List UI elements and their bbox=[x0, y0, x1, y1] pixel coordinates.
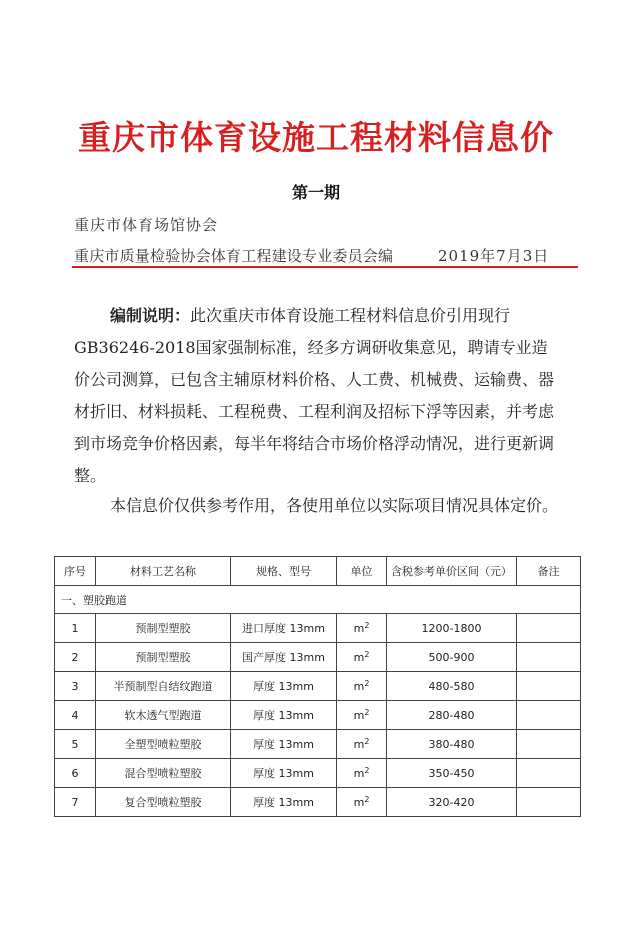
disclaimer-paragraph bbox=[74, 490, 560, 522]
table-row bbox=[55, 759, 581, 788]
price-range: 480-580 bbox=[387, 672, 517, 701]
unit-base: m bbox=[353, 622, 365, 635]
category-label: 一、塑胶跑道 bbox=[55, 586, 581, 614]
unit-base: m bbox=[353, 738, 365, 751]
price-range: 320-420 bbox=[387, 788, 517, 817]
organization-1: 重庆市体育场馆协会 bbox=[74, 216, 219, 234]
remark bbox=[517, 614, 581, 643]
remark bbox=[517, 701, 581, 730]
unit-exponent: 2 bbox=[364, 621, 370, 630]
unit bbox=[337, 614, 387, 643]
spec: 国产厚度 13mm bbox=[231, 643, 337, 672]
unit bbox=[337, 730, 387, 759]
material-name: 混合型喷粒塑胶 bbox=[96, 759, 231, 788]
unit-exponent: 2 bbox=[364, 795, 370, 804]
row-number: 6 bbox=[55, 759, 96, 788]
unit-exponent: 2 bbox=[364, 766, 370, 775]
unit bbox=[337, 759, 387, 788]
row-number: 1 bbox=[55, 614, 96, 643]
unit-exponent: 2 bbox=[364, 650, 370, 659]
row-number: 7 bbox=[55, 788, 96, 817]
remark bbox=[517, 672, 581, 701]
document-title: 重庆市体育设施工程材料信息价 bbox=[78, 118, 554, 157]
header-name: 材料工艺名称 bbox=[96, 557, 231, 586]
material-name: 半预制型自结纹跑道 bbox=[96, 672, 231, 701]
price-range: 380-480 bbox=[387, 730, 517, 759]
table-header-row bbox=[55, 557, 581, 586]
unit bbox=[337, 701, 387, 730]
price-range: 500-900 bbox=[387, 643, 517, 672]
category-row bbox=[55, 586, 581, 614]
unit-exponent: 2 bbox=[364, 679, 370, 688]
red-divider-line bbox=[72, 266, 578, 268]
unit-base: m bbox=[353, 680, 365, 693]
row-number: 3 bbox=[55, 672, 96, 701]
unit-base: m bbox=[353, 796, 365, 809]
material-name: 软木透气型跑道 bbox=[96, 701, 231, 730]
unit bbox=[337, 788, 387, 817]
unit bbox=[337, 643, 387, 672]
issue-number: 第一期 bbox=[291, 183, 340, 202]
remark bbox=[517, 643, 581, 672]
table-row bbox=[55, 614, 581, 643]
notes-lead: 编制说明： bbox=[110, 306, 191, 325]
remark bbox=[517, 759, 581, 788]
publish-date: 2019年7月3日 bbox=[438, 247, 550, 265]
header-price: 含税参考单价区间（元） bbox=[387, 557, 517, 586]
header-remark: 备注 bbox=[517, 557, 581, 586]
unit-base: m bbox=[353, 709, 365, 722]
table-row bbox=[55, 701, 581, 730]
unit bbox=[337, 672, 387, 701]
header-no: 序号 bbox=[55, 557, 96, 586]
spec: 进口厚度 13mm bbox=[231, 614, 337, 643]
row-number: 5 bbox=[55, 730, 96, 759]
header-unit: 单位 bbox=[337, 557, 387, 586]
unit-base: m bbox=[353, 767, 365, 780]
compilation-notes bbox=[74, 300, 560, 492]
price-range: 280-480 bbox=[387, 701, 517, 730]
price-range: 350-450 bbox=[387, 759, 517, 788]
material-name: 全塑型喷粒塑胶 bbox=[96, 730, 231, 759]
table-row bbox=[55, 643, 581, 672]
spec: 厚度 13mm bbox=[231, 701, 337, 730]
disclaimer-text: 本信息价仅供参考作用，各使用单位以实际项目情况具体定价。 bbox=[110, 496, 559, 515]
price-range: 1200-1800 bbox=[387, 614, 517, 643]
spec: 厚度 13mm bbox=[231, 788, 337, 817]
header-spec: 规格、型号 bbox=[231, 557, 337, 586]
unit-exponent: 2 bbox=[364, 737, 370, 746]
table-row bbox=[55, 788, 581, 817]
remark bbox=[517, 730, 581, 759]
material-name: 预制型塑胶 bbox=[96, 643, 231, 672]
notes-text: 此次重庆市体育设施工程材料信息价引用现行GB36246-2018国家强制标准，经多方调研收集意见，聘请专业造价公司测算，已包含主辅原材料价格、人工费、机械费、运输费、器材折旧、材料损耗、工程税费、工程利润及招标下浮等因素，并考虑到市场竞争价格因素，每半年将结合市场价格浮动情况，进行更新调整。 bbox=[74, 306, 555, 485]
material-name: 预制型塑胶 bbox=[96, 614, 231, 643]
table-row bbox=[55, 672, 581, 701]
spec: 厚度 13mm bbox=[231, 759, 337, 788]
material-name: 复合型喷粒塑胶 bbox=[96, 788, 231, 817]
spec: 厚度 13mm bbox=[231, 672, 337, 701]
price-table bbox=[54, 556, 581, 817]
organization-2: 重庆市质量检验协会体育工程建设专业委员会编 bbox=[74, 247, 394, 265]
table-row bbox=[55, 730, 581, 759]
remark bbox=[517, 788, 581, 817]
unit-exponent: 2 bbox=[364, 708, 370, 717]
row-number: 2 bbox=[55, 643, 96, 672]
unit-base: m bbox=[353, 651, 365, 664]
row-number: 4 bbox=[55, 701, 96, 730]
spec: 厚度 13mm bbox=[231, 730, 337, 759]
